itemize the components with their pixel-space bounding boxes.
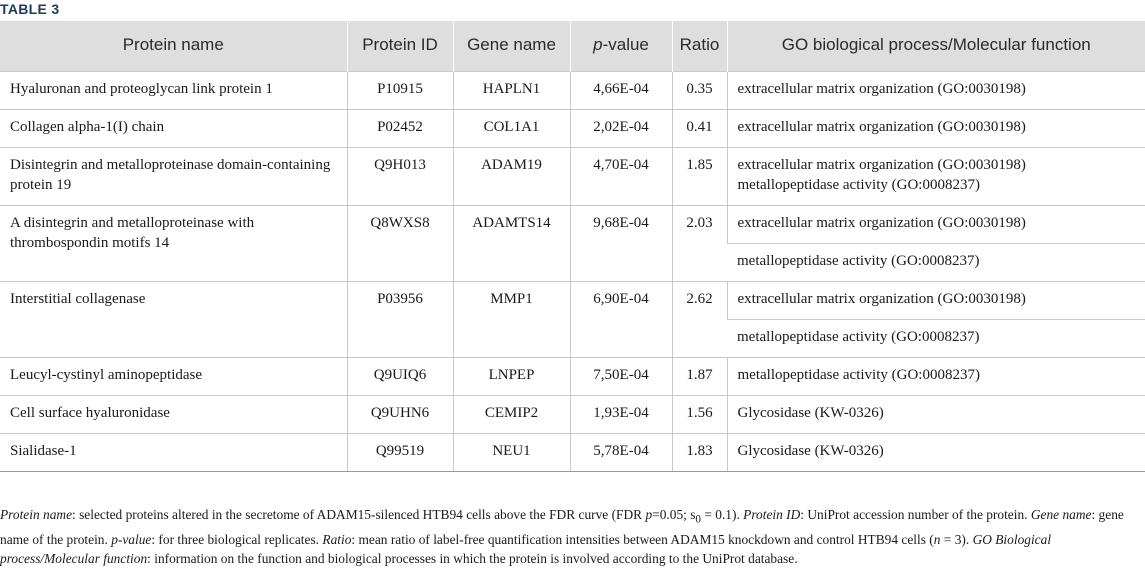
cell-p-value: 7,50E-04 (570, 357, 672, 395)
protein-table (0, 21, 1145, 472)
cell-protein-name: Interstitial collagenase (0, 281, 347, 357)
cell-protein-id: P10915 (347, 71, 453, 109)
fn-text: = 0.1). (701, 507, 744, 522)
cell-go: metallopeptidase activity (GO:0008237) (727, 243, 1145, 281)
cell-protein-name: A disintegrin and metalloproteinase with thrombospondin motifs 14 (0, 205, 347, 281)
go-line: extracellular matrix organization (GO:0030198) (737, 156, 1026, 173)
fn-protein-name-label: Protein name (0, 507, 73, 522)
header-p-value (570, 21, 672, 71)
fn-text: : gene name of the protein. (0, 507, 1124, 547)
cell-gene-name: MMP1 (453, 281, 570, 357)
table-row (0, 281, 1145, 319)
cell-p-value: 2,02E-04 (570, 109, 672, 147)
cell-protein-id: P02452 (347, 109, 453, 147)
header-protein-name: Protein name (0, 21, 347, 71)
cell-protein-name: Hyaluronan and proteoglycan link protein 1 (0, 71, 347, 109)
cell-ratio: 1.83 (672, 433, 727, 471)
cell-go (727, 147, 1145, 205)
cell-gene-name: ADAMTS14 (453, 205, 570, 281)
cell-protein-id: Q9UIQ6 (347, 357, 453, 395)
cell-p-value: 5,78E-04 (570, 433, 672, 471)
fn-gene-name-label: Gene name (1030, 507, 1092, 522)
cell-protein-id: Q9UHN6 (347, 395, 453, 433)
cell-go: metallopeptidase activity (GO:0008237) (727, 357, 1145, 395)
cell-go: metallopeptidase activity (GO:0008237) (727, 319, 1145, 357)
fn-go-label: GO Biological process/Molecular function (0, 531, 1052, 566)
fn-text: : selected proteins altered in the secretome of ADAM15-silenced HTB94 cells above the FDR curve (FDR (72, 507, 646, 522)
cell-ratio: 0.41 (672, 109, 727, 147)
table-row (0, 71, 1145, 109)
cell-ratio: 1.87 (672, 357, 727, 395)
cell-protein-name: Collagen alpha-1(I) chain (0, 109, 347, 147)
cell-gene-name: LNPEP (453, 357, 570, 395)
cell-gene-name: CEMIP2 (453, 395, 570, 433)
table-row (0, 433, 1145, 471)
fn-p-italic: p (645, 507, 653, 522)
cell-protein-id: Q8WXS8 (347, 205, 453, 281)
cell-protein-id: Q99519 (347, 433, 453, 471)
fn-p-value-label: p-value (111, 531, 152, 547)
cell-ratio: 2.03 (672, 205, 727, 281)
fn-protein-id-label: Protein ID (743, 507, 801, 522)
table-row (0, 357, 1145, 395)
cell-gene-name: HAPLN1 (453, 71, 570, 109)
go-line: metallopeptidase activity (GO:0008237) (737, 176, 980, 193)
cell-gene-name: ADAM19 (453, 147, 570, 205)
cell-p-value: 1,93E-04 (570, 395, 672, 433)
cell-ratio: 2.62 (672, 281, 727, 357)
cell-go: extracellular matrix organization (GO:0030198) (727, 109, 1145, 147)
cell-gene-name: COL1A1 (453, 109, 570, 147)
fn-n-italic: n (933, 531, 941, 547)
header-go: GO biological process/Molecular function (727, 21, 1145, 71)
cell-ratio: 1.85 (672, 147, 727, 205)
cell-go: Glycosidase (KW-0326) (727, 395, 1145, 433)
cell-protein-id: P03956 (347, 281, 453, 357)
fn-subscript: 0 (695, 513, 701, 526)
cell-go: extracellular matrix organization (GO:0030198) (727, 71, 1145, 109)
fn-text: : mean ratio of label-free quantification intensities between ADAM15 knockdown and control HTB94 cells ( (351, 531, 934, 547)
header-protein-id: Protein ID (347, 21, 453, 71)
cell-protein-name: Sialidase-1 (0, 433, 347, 471)
header-gene-name: Gene name (453, 21, 570, 71)
cell-protein-name: Disintegrin and metalloproteinase domain-containing protein 19 (0, 147, 347, 205)
table-row (0, 395, 1145, 433)
cell-protein-id: Q9H013 (347, 147, 453, 205)
table-caption: TABLE 3 (0, 1, 60, 17)
fn-text: =0.05; s (652, 507, 696, 522)
cell-protein-name: Cell surface hyaluronidase (0, 395, 347, 433)
cell-gene-name: NEU1 (453, 433, 570, 471)
table-footnote (0, 505, 1145, 568)
header-row (0, 21, 1145, 71)
fn-ratio-label: Ratio (322, 531, 352, 547)
cell-protein-name: Leucyl-cystinyl aminopeptidase (0, 357, 347, 395)
header-p-italic: p (593, 35, 603, 54)
header-p-rest: -value (602, 35, 649, 54)
cell-p-value: 4,66E-04 (570, 71, 672, 109)
table-row (0, 109, 1145, 147)
cell-p-value: 6,90E-04 (570, 281, 672, 357)
fn-text: : information on the function and biological processes in which the protein is involved according to the UniProt database. (147, 550, 798, 566)
fn-text: : for three biological replicates. (151, 531, 323, 547)
cell-ratio: 1.56 (672, 395, 727, 433)
cell-p-value: 4,70E-04 (570, 147, 672, 205)
cell-p-value: 9,68E-04 (570, 205, 672, 281)
table-row (0, 205, 1145, 243)
fn-text: = 3). (940, 531, 973, 547)
cell-go: extracellular matrix organization (GO:0030198) (727, 281, 1145, 319)
table-row (0, 147, 1145, 205)
cell-go: Glycosidase (KW-0326) (727, 433, 1145, 471)
cell-go: extracellular matrix organization (GO:0030198) (727, 205, 1145, 243)
header-ratio: Ratio (672, 21, 727, 71)
fn-text: : UniProt accession number of the protein. (800, 507, 1028, 522)
cell-ratio: 0.35 (672, 71, 727, 109)
